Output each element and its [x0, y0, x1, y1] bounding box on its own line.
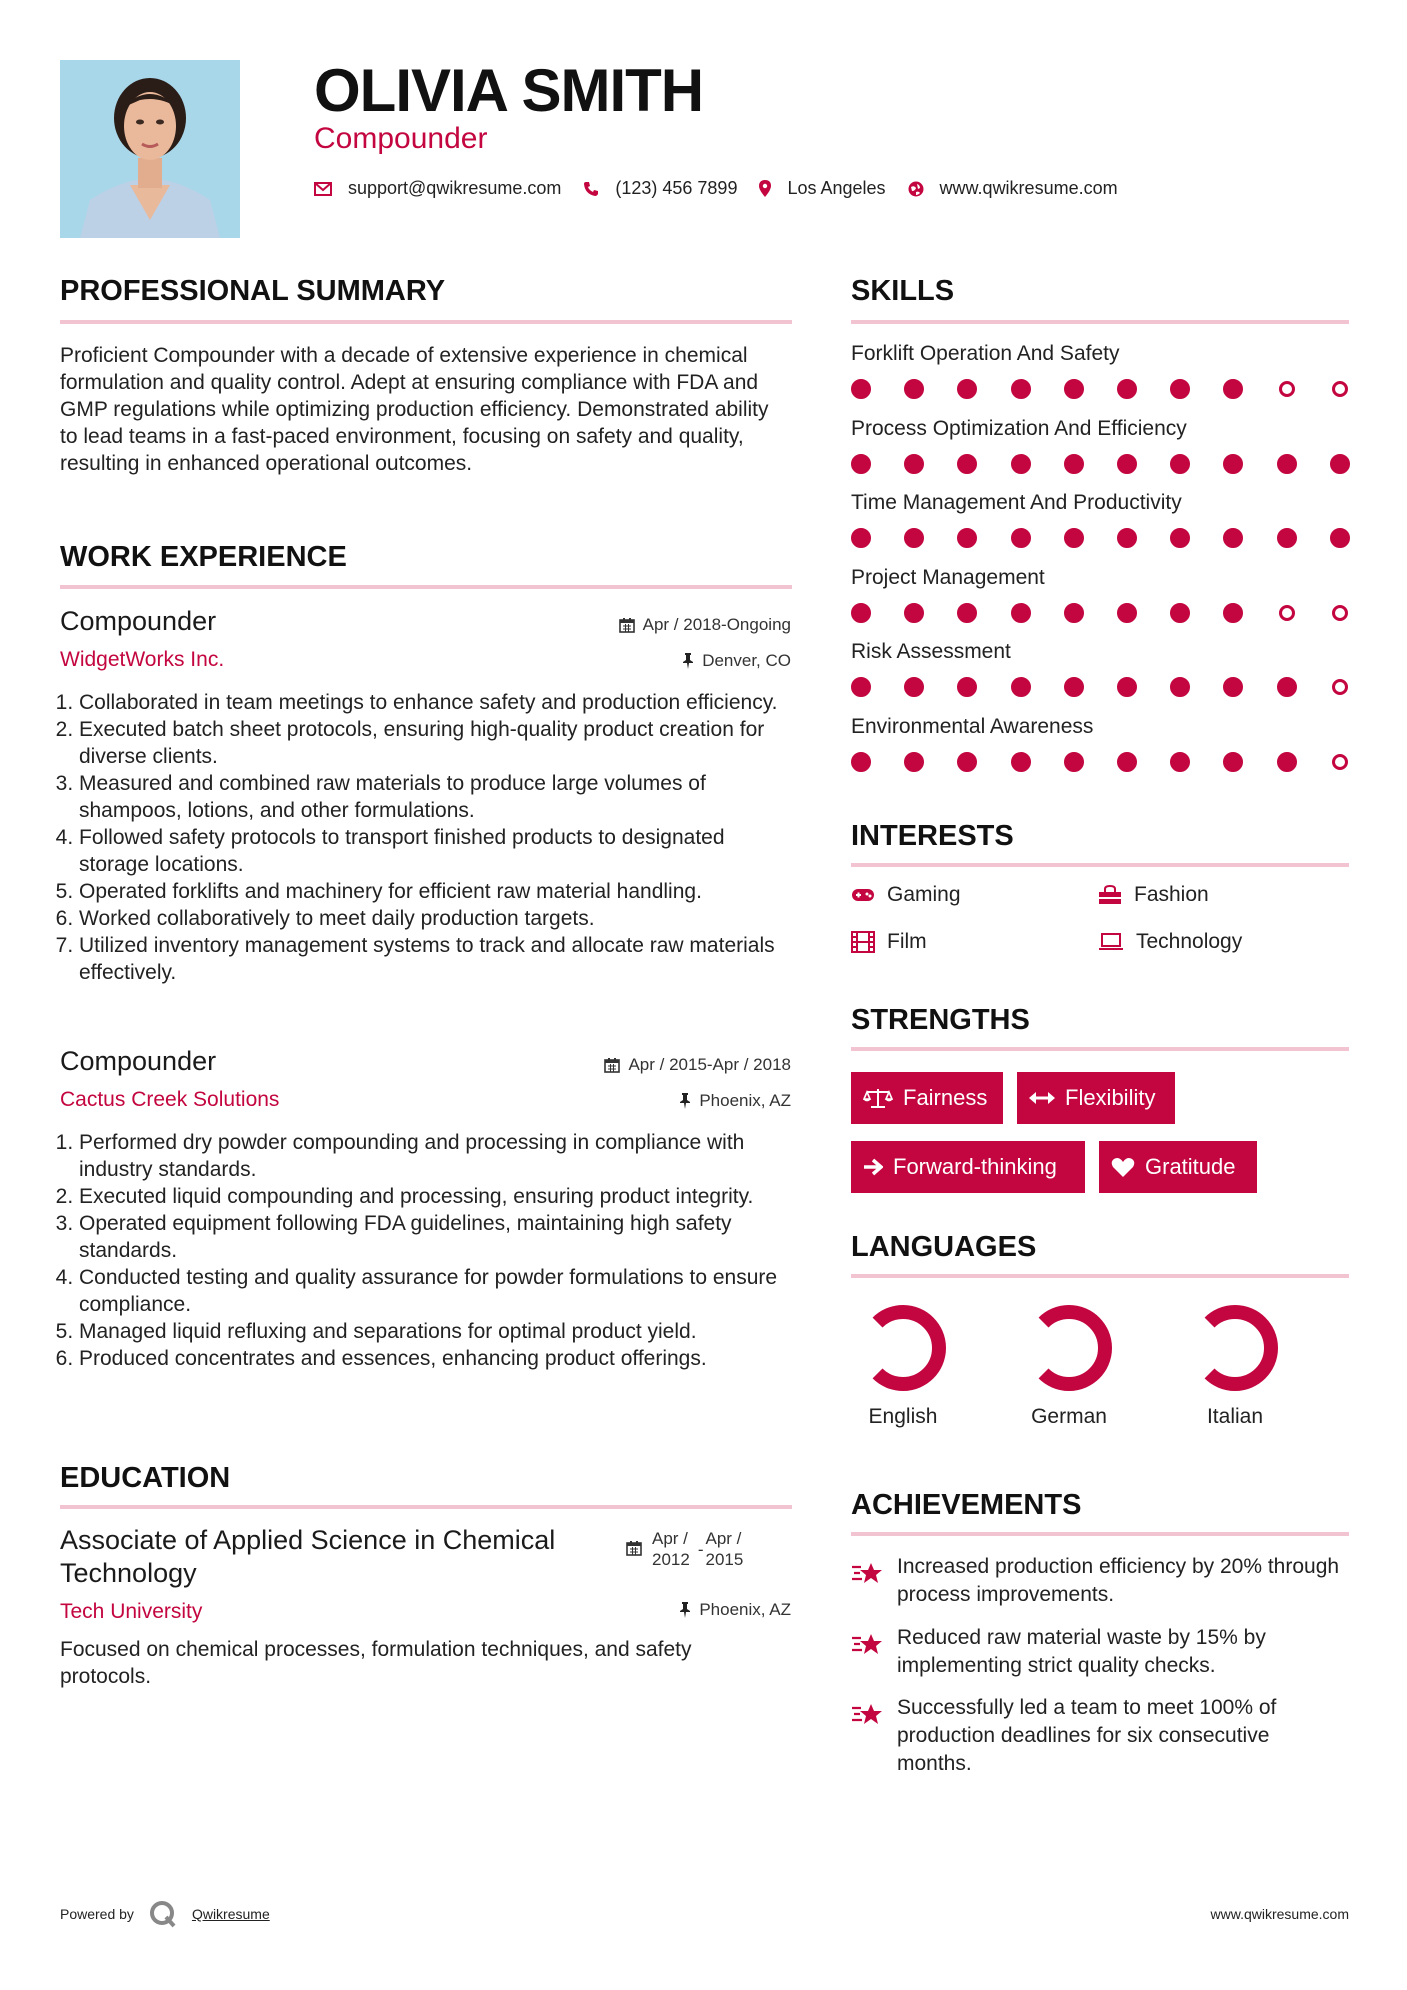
languages-heading: LANGUAGES — [851, 1231, 1037, 1263]
skill-name: Process Optimization And Efficiency — [851, 416, 1187, 440]
rating-dot-filled — [1170, 528, 1190, 548]
experience-heading: WORK EXPERIENCE — [60, 541, 347, 573]
education-description: Focused on chemical processes, formulation techniques, and safety protocols. — [60, 1638, 692, 1688]
skills-rule — [851, 320, 1349, 324]
job-2-company: Cactus Creek Solutions — [60, 1088, 280, 1111]
skill-rating — [851, 454, 1349, 474]
list-item: 6. Worked collaboratively to meet daily production targets. — [79, 905, 799, 932]
list-item: 2. Executed batch sheet protocols, ensuring high-quality product creation for diverse clients. — [79, 716, 799, 770]
achievement-item — [851, 1624, 1349, 1680]
rating-dot-filled — [1064, 528, 1084, 548]
shopping-bag-icon — [1098, 885, 1122, 905]
rating-dot-filled — [1330, 528, 1350, 548]
skill-name: Forklift Operation And Safety — [851, 342, 1120, 365]
rating-dot-filled — [904, 379, 924, 399]
rating-dot-filled — [1277, 528, 1297, 548]
rating-dot-filled — [1117, 603, 1137, 623]
rating-dot-filled — [1223, 379, 1243, 399]
rating-dot-filled — [851, 603, 871, 623]
language-label: English — [868, 1405, 938, 1428]
interest-label: Fashion — [1134, 883, 1209, 906]
rating-dot-filled — [1011, 454, 1031, 474]
map-marker-icon — [759, 180, 771, 197]
gamepad-icon — [851, 887, 875, 903]
pin-icon — [679, 1093, 691, 1109]
achievement-text: Reduced raw material waste by 15% by implementing strict quality checks. — [897, 1626, 1266, 1677]
job-1-dates-text: Apr / 2018-Ongoing — [642, 615, 791, 634]
education-location-text: Phoenix, AZ — [699, 1600, 791, 1619]
achievement-text: Increased production efficiency by 20% through process improvements. — [897, 1555, 1340, 1606]
language-ring — [858, 1303, 948, 1393]
contact-bar — [314, 178, 1140, 199]
job-1-location-text: Denver, CO — [702, 651, 791, 670]
rating-dot-filled — [904, 603, 924, 623]
rating-dot-filled — [851, 677, 871, 697]
skill-rating — [851, 603, 1349, 623]
summary-text: Proficient Compounder with a decade of extensive experience in chemical formulation and quality control. Adept at ensuring compliance with FDA and GMP regulations while optimizing production efficiency. Demonstrated ability to lead teams in a fast-paced environment, focusing on safety and quality, resulting in enhanced operational outcomes. — [60, 344, 769, 475]
rating-dot-filled — [1223, 603, 1243, 623]
rating-dot-filled — [851, 379, 871, 399]
interest-film — [851, 930, 927, 954]
rating-dot-filled — [1330, 454, 1350, 474]
language-german — [1014, 1303, 1124, 1429]
achievement-item — [851, 1694, 1349, 1778]
list-item: 6. Produced concentrates and essences, enhancing product offerings. — [79, 1345, 807, 1372]
rating-dot-filled — [1011, 677, 1031, 697]
language-label: Italian — [1206, 1405, 1264, 1428]
strengths-rule — [851, 1047, 1349, 1051]
list-item: 5. Operated forklifts and machinery for efficient raw material handling. — [79, 878, 799, 905]
rating-dot-empty — [1332, 605, 1348, 621]
rating-dot-filled — [1117, 752, 1137, 772]
rating-dot-empty — [1332, 754, 1348, 770]
rating-dot-filled — [1064, 379, 1084, 399]
strength-gratitude — [1099, 1141, 1257, 1193]
rating-dot-filled — [957, 603, 977, 623]
website-text: www.qwikresume.com — [939, 178, 1118, 198]
rating-dot-filled — [1064, 603, 1084, 623]
rating-dot-empty — [1279, 381, 1295, 397]
interest-gaming — [851, 883, 961, 907]
heart-icon — [1111, 1157, 1135, 1178]
profile-photo — [60, 60, 240, 238]
rating-dot-filled — [957, 752, 977, 772]
rating-dot-filled — [904, 528, 924, 548]
list-item: 5. Managed liquid refluxing and separations for optimal product yield. — [79, 1318, 807, 1345]
rating-dot-empty — [1279, 605, 1295, 621]
rating-dot-filled — [957, 379, 977, 399]
achievements-heading: ACHIEVEMENTS — [851, 1489, 1082, 1521]
job-2-location-text: Phoenix, AZ — [699, 1091, 791, 1110]
contact-website[interactable] — [908, 178, 1118, 199]
job-1-company: WidgetWorks Inc. — [60, 648, 225, 671]
footer-powered-by — [60, 1899, 270, 1929]
language-english — [848, 1303, 958, 1429]
rating-dot-filled — [957, 454, 977, 474]
rating-dot-filled — [1223, 454, 1243, 474]
pin-icon — [679, 1602, 691, 1618]
rating-dot-filled — [1223, 528, 1243, 548]
rating-dot-filled — [1223, 752, 1243, 772]
skill-name: Project Management — [851, 565, 1045, 589]
education-dash: - — [697, 1540, 704, 1559]
list-item: 3. Measured and combined raw materials to produce large volumes of shampoos, lotions, and other formulations. — [79, 770, 799, 824]
shooting-star-icon — [851, 1559, 885, 1587]
candidate-name: OLIVIA SMITH — [314, 57, 704, 124]
job-1-location — [682, 651, 791, 671]
rating-dot-filled — [1011, 603, 1031, 623]
interest-label: Technology — [1136, 930, 1243, 953]
rating-dot-filled — [1064, 752, 1084, 772]
job-1-dates — [619, 615, 791, 635]
shooting-star-icon — [851, 1630, 885, 1658]
rating-dot-filled — [1170, 379, 1190, 399]
skill-name: Environmental Awareness — [851, 714, 1094, 738]
skill-rating — [851, 752, 1349, 772]
contact-phone[interactable] — [583, 178, 737, 199]
rating-dot-filled — [1064, 454, 1084, 474]
rating-dot-filled — [1170, 603, 1190, 623]
achievement-text: Successfully led a team to meet 100% of production deadlines for six consecutive months. — [897, 1696, 1277, 1775]
interest-technology — [1098, 930, 1242, 954]
list-item: 3. Operated equipment following FDA guidelines, maintaining high safety standards. — [79, 1210, 807, 1264]
education-school: Tech University — [60, 1600, 203, 1623]
job-2-duties — [60, 1129, 807, 1372]
language-italian — [1180, 1303, 1290, 1429]
rating-dot-filled — [957, 677, 977, 697]
rating-dot-filled — [1064, 677, 1084, 697]
footer-website[interactable]: www.qwikresume.com — [1210, 1906, 1349, 1922]
interests-heading: INTERESTS — [851, 820, 1014, 852]
candidate-title: Compounder — [314, 122, 488, 155]
pin-icon — [682, 653, 694, 669]
education-start-year: 2012 — [652, 1550, 690, 1569]
languages-rule — [851, 1274, 1349, 1278]
rating-dot-filled — [1170, 677, 1190, 697]
rating-dot-empty — [1332, 679, 1348, 695]
balance-scale-icon — [863, 1087, 893, 1109]
list-item: 7. Utilized inventory management systems to track and allocate raw materials effectively. — [79, 932, 799, 986]
strength-label: Fairness — [903, 1085, 988, 1110]
interest-fashion — [1098, 883, 1209, 907]
rating-dot-filled — [1117, 454, 1137, 474]
rating-dot-filled — [851, 528, 871, 548]
arrow-right-icon — [863, 1158, 883, 1176]
strength-forward-thinking — [851, 1141, 1085, 1193]
education-degree: Associate of Applied Science in Chemical Technology — [60, 1525, 556, 1588]
rating-dot-filled — [1170, 454, 1190, 474]
skill-name: Time Management And Productivity — [851, 491, 1182, 514]
list-item: 4. Conducted testing and quality assurance for powder formulations to ensure compliance. — [79, 1264, 807, 1318]
job-1-title: Compounder — [60, 606, 217, 636]
email-text: support@qwikresume.com — [348, 178, 562, 198]
achievement-item — [851, 1553, 1349, 1609]
location-text: Los Angeles — [787, 178, 886, 198]
contact-email[interactable] — [314, 178, 561, 199]
education-end-month: Apr / — [705, 1529, 742, 1548]
skill-rating — [851, 677, 1349, 697]
rating-dot-filled — [851, 752, 871, 772]
strength-flexibility — [1017, 1072, 1175, 1124]
contact-location — [759, 178, 885, 199]
list-item: 4. Followed safety protocols to transport finished products to designated storage locations. — [79, 824, 799, 878]
phone-text: (123) 456 7899 — [615, 178, 738, 198]
language-ring — [1190, 1303, 1280, 1393]
language-ring — [1024, 1303, 1114, 1393]
education-end-year: 2015 — [705, 1550, 744, 1569]
interest-label: Gaming — [887, 883, 961, 906]
job-1-duties — [60, 689, 799, 986]
rating-dot-filled — [1011, 379, 1031, 399]
education-location — [679, 1600, 791, 1620]
rating-dot-filled — [1277, 752, 1297, 772]
summary-rule — [60, 320, 792, 324]
interests-rule — [851, 863, 1349, 867]
skill-name: Risk Assessment — [851, 640, 1011, 663]
shooting-star-icon — [851, 1700, 885, 1728]
phone-icon — [583, 181, 599, 197]
rating-dot-filled — [1277, 677, 1297, 697]
strength-label: Flexibility — [1065, 1085, 1156, 1110]
rating-dot-filled — [904, 752, 924, 772]
list-item: 1. Performed dry powder compounding and processing in compliance with industry standards. — [79, 1129, 807, 1183]
rating-dot-filled — [957, 528, 977, 548]
strengths-heading: STRENGTHS — [851, 1004, 1030, 1036]
film-icon — [851, 931, 875, 953]
calendar-icon — [626, 1540, 642, 1556]
skills-heading: SKILLS — [851, 275, 955, 307]
rating-dot-filled — [851, 454, 871, 474]
skill-rating — [851, 528, 1349, 548]
education-start-month: Apr / — [652, 1529, 688, 1548]
job-2-dates — [604, 1055, 791, 1075]
rating-dot-filled — [904, 454, 924, 474]
interest-label: Film — [887, 930, 927, 953]
job-2-dates-text: Apr / 2015-Apr / 2018 — [628, 1055, 791, 1074]
arrows-horizontal-icon — [1029, 1091, 1055, 1105]
rating-dot-filled — [1223, 677, 1243, 697]
language-label: German — [1031, 1405, 1107, 1428]
rating-dot-filled — [1170, 752, 1190, 772]
rating-dot-filled — [1117, 677, 1137, 697]
calendar-icon — [604, 1057, 620, 1073]
qwikresume-link[interactable]: Qwikresume — [191, 1906, 270, 1922]
laptop-icon — [1098, 933, 1124, 951]
education-rule — [60, 1505, 792, 1509]
globe-icon — [908, 181, 924, 197]
skill-rating — [851, 379, 1349, 399]
education-heading: EDUCATION — [60, 1462, 231, 1494]
strength-fairness — [851, 1072, 1003, 1124]
rating-dot-filled — [1117, 528, 1137, 548]
qwikresume-logo-icon — [148, 1899, 178, 1929]
education-dates — [626, 1528, 743, 1570]
rating-dot-filled — [1011, 752, 1031, 772]
powered-by-text: Powered by — [60, 1906, 134, 1922]
list-item: 1. Collaborated in team meetings to enhance safety and production efficiency. — [79, 689, 799, 716]
job-2-title: Compounder — [60, 1046, 217, 1076]
strength-label: Gratitude — [1145, 1154, 1236, 1179]
strength-label: Forward-thinking — [893, 1154, 1057, 1179]
rating-dot-filled — [1117, 379, 1137, 399]
envelope-icon — [314, 182, 332, 196]
rating-dot-filled — [904, 677, 924, 697]
experience-rule — [60, 585, 792, 589]
achievements-rule — [851, 1532, 1349, 1536]
list-item: 2. Executed liquid compounding and processing, ensuring product integrity. — [79, 1183, 807, 1210]
job-2-location — [679, 1091, 791, 1111]
rating-dot-filled — [1277, 454, 1297, 474]
summary-heading: PROFESSIONAL SUMMARY — [60, 275, 446, 307]
calendar-icon — [619, 617, 635, 633]
rating-dot-empty — [1332, 381, 1348, 397]
rating-dot-filled — [1011, 528, 1031, 548]
